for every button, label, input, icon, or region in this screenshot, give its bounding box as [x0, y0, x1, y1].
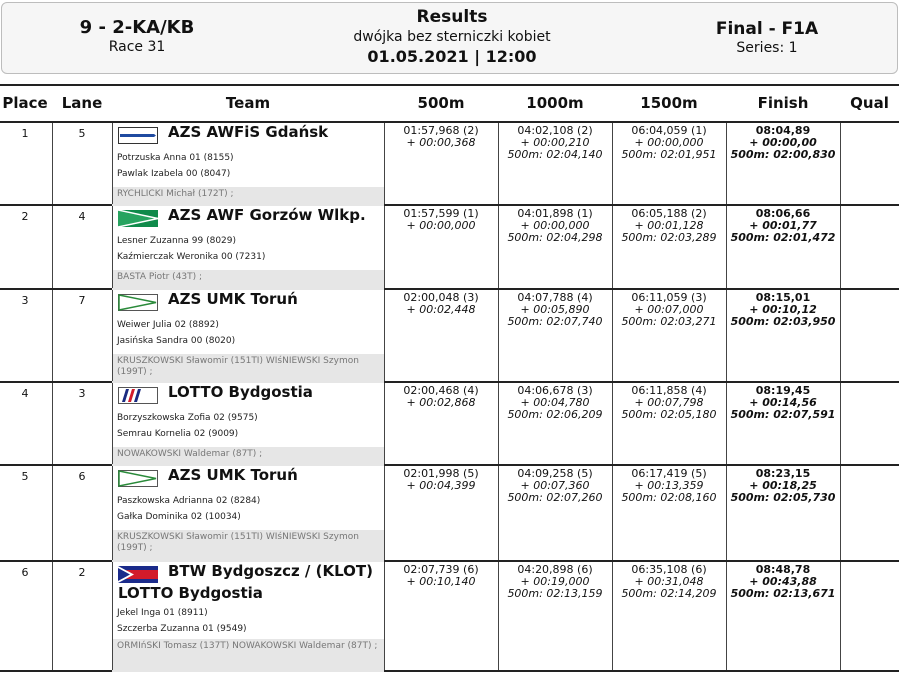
column-divider [52, 123, 53, 204]
finish-times [726, 292, 840, 328]
col-500m: 500m [417, 94, 465, 112]
split-times-500m [384, 292, 498, 316]
column-divider [52, 290, 53, 381]
athlete-name: Lesner Zuzanna 99 (8029) [117, 236, 237, 246]
time-behind: + 00:00,00 [749, 136, 817, 149]
segment-500m-time: 500m: 02:13,671 [730, 587, 836, 600]
phase-info [702, 19, 832, 56]
col-lane: Lane [61, 94, 103, 112]
segment-500m-time: 500m: 02:01,951 [621, 148, 717, 161]
result-row [0, 383, 899, 466]
col-finish: Finish [757, 94, 809, 112]
time-behind: + 00:10,12 [749, 303, 817, 316]
column-divider [112, 466, 113, 560]
team-name-continued: LOTTO Bydgostia [118, 584, 263, 602]
lane-value: 6 [78, 470, 86, 483]
segment-500m-time: 500m: 02:08,160 [621, 491, 717, 504]
split-times-1500m [612, 292, 726, 328]
split-time: 08:48,78 [755, 563, 811, 576]
segment-500m-time: 500m: 02:00,830 [730, 148, 836, 161]
place-value: 4 [21, 387, 29, 400]
split-times-1500m [612, 125, 726, 161]
split-times-500m [384, 468, 498, 492]
segment-500m-time: 500m: 02:06,209 [507, 408, 603, 421]
time-behind: + 00:00,210 [520, 136, 590, 149]
column-divider [840, 466, 841, 560]
place-value: 3 [21, 294, 29, 307]
time-behind: + 00:00,000 [406, 219, 476, 232]
split-times-1000m [498, 385, 612, 421]
split-times-1500m [612, 468, 726, 504]
lane-value: 7 [78, 294, 86, 307]
col-qual: Qual [850, 94, 889, 112]
result-row [0, 123, 899, 206]
azs-umk-flag-icon [118, 470, 158, 487]
split-time: 08:04,89 [755, 124, 811, 137]
time-behind: + 00:07,360 [520, 479, 590, 492]
lane-value: 4 [78, 210, 86, 223]
race-number: Race 31 [108, 39, 166, 55]
column-divider [112, 562, 113, 670]
coach-names: KRUSZKOWSKI Sławomir (151TI) WIśNIEWSKI Szymon (199T) ; [117, 532, 359, 553]
split-time: 04:06,678 (3) [517, 384, 593, 397]
team-name: BTW Bydgoszcz / (KLOT) [168, 562, 373, 580]
col-1000m: 1000m [526, 94, 584, 112]
time-behind: + 00:00,000 [634, 136, 704, 149]
time-behind: + 00:02,448 [406, 303, 476, 316]
column-divider [112, 383, 113, 464]
finish-times [726, 564, 840, 600]
split-time: 06:11,858 (4) [631, 384, 707, 397]
team-name: AZS AWF Gorzów Wlkp. [168, 206, 366, 224]
lane-value: 5 [78, 127, 86, 140]
split-times-500m [384, 208, 498, 232]
split-time: 02:00,468 (4) [403, 384, 479, 397]
column-divider [112, 123, 113, 204]
finish-times [726, 208, 840, 244]
athlete-name: Gałka Dominika 02 (10034) [117, 512, 241, 522]
column-divider [112, 290, 113, 381]
time-behind: + 00:13,359 [634, 479, 704, 492]
time-behind: + 00:18,25 [749, 479, 817, 492]
athlete-name: Weiwer Julia 02 (8892) [117, 320, 219, 330]
split-time: 02:01,998 (5) [403, 467, 479, 480]
coach-names: RYCHLICKI Michał (172T) ; [117, 189, 234, 199]
col-place: Place [2, 94, 48, 112]
athlete-name: Kaźmierczak Weronika 00 (7231) [117, 252, 266, 262]
lane-value: 2 [78, 566, 86, 579]
split-time: 02:00,048 (3) [403, 291, 479, 304]
place-value: 5 [21, 470, 29, 483]
page-title: Results [416, 7, 488, 27]
time-behind: + 00:05,890 [520, 303, 590, 316]
place-value: 6 [21, 566, 29, 579]
split-time: 01:57,599 (1) [403, 207, 479, 220]
column-divider [840, 123, 841, 204]
lane-value: 3 [78, 387, 86, 400]
split-times-1500m [612, 564, 726, 600]
team-name: LOTTO Bydgostia [168, 383, 313, 401]
split-time: 04:20,898 (6) [517, 563, 593, 576]
split-times-1500m [612, 208, 726, 244]
btw-bydgoszcz-flag-icon [118, 566, 158, 583]
split-time: 08:06,66 [755, 207, 811, 220]
azs-umk-flag-icon [118, 294, 158, 311]
segment-500m-time: 500m: 02:03,271 [621, 315, 717, 328]
column-divider [52, 383, 53, 464]
time-behind: + 00:04,780 [520, 396, 590, 409]
time-behind: + 00:02,868 [406, 396, 476, 409]
coach-names: ORMIńSKI Tomasz (137T) NOWAKOWSKI Waldemar (87T) ; [117, 641, 378, 651]
event-code: 9 - 2-KA/KB [79, 17, 195, 38]
result-row [0, 562, 899, 672]
col-team: Team [225, 94, 271, 112]
segment-500m-time: 500m: 02:07,591 [730, 408, 836, 421]
segment-500m-time: 500m: 02:05,180 [621, 408, 717, 421]
segment-500m-time: 500m: 02:04,140 [507, 148, 603, 161]
results-title-block [302, 7, 602, 66]
split-time: 01:57,968 (2) [403, 124, 479, 137]
coach-names: BASTA Piotr (43T) ; [117, 272, 203, 282]
time-behind: + 00:07,000 [634, 303, 704, 316]
athlete-name: Pawlak Izabela 00 (8047) [117, 169, 231, 179]
split-time: 08:23,15 [755, 467, 811, 480]
finish-times [726, 125, 840, 161]
split-times-1000m [498, 468, 612, 504]
time-behind: + 00:31,048 [634, 575, 704, 588]
column-divider [52, 562, 53, 670]
athlete-name: Jasińska Sandra 00 (8020) [117, 336, 236, 346]
result-row [0, 290, 899, 383]
segment-500m-time: 500m: 02:04,298 [507, 231, 603, 244]
athlete-name: Borzyszkowska Zofia 02 (9575) [117, 413, 258, 423]
split-time: 08:19,45 [755, 384, 811, 397]
split-times-500m [384, 564, 498, 588]
time-behind: + 00:00,368 [406, 136, 476, 149]
time-behind: + 00:14,56 [749, 396, 817, 409]
split-time: 04:01,898 (1) [517, 207, 593, 220]
finish-times [726, 468, 840, 504]
result-row [0, 206, 899, 290]
split-times-1000m [498, 564, 612, 600]
column-divider [52, 466, 53, 560]
event-description: dwójka bez sterniczki kobiet [353, 29, 551, 45]
team-name: AZS AWFiS Gdańsk [168, 123, 329, 141]
athlete-name: Szczerba Zuzanna 01 (9549) [117, 624, 247, 634]
column-divider [112, 206, 113, 288]
series-label: Series: 1 [736, 40, 798, 56]
segment-500m-time: 500m: 02:07,260 [507, 491, 603, 504]
team-name: AZS UMK Toruń [168, 466, 298, 484]
team-name: AZS UMK Toruń [168, 290, 298, 308]
athlete-name: Semrau Kornelia 02 (9009) [117, 429, 239, 439]
split-time: 02:07,739 (6) [403, 563, 479, 576]
coach-names: NOWAKOWSKI Waldemar (87T) ; [117, 449, 263, 459]
results-header [1, 2, 898, 74]
time-behind: + 00:19,000 [520, 575, 590, 588]
time-behind: + 00:04,399 [406, 479, 476, 492]
segment-500m-time: 500m: 02:07,740 [507, 315, 603, 328]
time-behind: + 00:01,128 [634, 219, 704, 232]
split-time: 06:35,108 (6) [631, 563, 707, 576]
segment-500m-time: 500m: 02:01,472 [730, 231, 836, 244]
event-info [72, 17, 202, 55]
split-time: 06:05,188 (2) [631, 207, 707, 220]
segment-500m-time: 500m: 02:13,159 [507, 587, 603, 600]
time-behind: + 00:00,000 [520, 219, 590, 232]
column-divider [840, 562, 841, 670]
place-value: 1 [21, 127, 29, 140]
lotto-bydgostia-flag-icon [118, 387, 158, 404]
athlete-name: Paszkowska Adrianna 02 (8284) [117, 496, 261, 506]
split-times-500m [384, 125, 498, 149]
column-divider [52, 206, 53, 288]
time-behind: + 00:07,798 [634, 396, 704, 409]
split-time: 06:04,059 (1) [631, 124, 707, 137]
time-behind: + 00:10,140 [406, 575, 476, 588]
athlete-name: Potrzuska Anna 01 (8155) [117, 153, 234, 163]
azs-awf-gorzow-flag-icon [118, 210, 158, 227]
split-times-1000m [498, 208, 612, 244]
race-datetime: 01.05.2021 | 12:00 [367, 47, 537, 66]
column-divider [840, 383, 841, 464]
split-time: 06:17,419 (5) [631, 467, 707, 480]
split-times-500m [384, 385, 498, 409]
col-1500m: 1500m [640, 94, 698, 112]
time-behind: + 00:43,88 [749, 575, 817, 588]
split-times-1000m [498, 292, 612, 328]
finish-times [726, 385, 840, 421]
place-value: 2 [21, 210, 29, 223]
segment-500m-time: 500m: 02:03,289 [621, 231, 717, 244]
split-times-1500m [612, 385, 726, 421]
split-time: 06:11,059 (3) [631, 291, 707, 304]
column-headers [0, 84, 899, 123]
split-times-1000m [498, 125, 612, 161]
segment-500m-time: 500m: 02:05,730 [730, 491, 836, 504]
split-time: 04:09,258 (5) [517, 467, 593, 480]
race-phase: Final - F1A [715, 19, 819, 39]
azs-awfis-flag-icon [118, 127, 158, 144]
coach-names: KRUSZKOWSKI Sławomir (151TI) WIśNIEWSKI Szymon (199T) ; [117, 356, 359, 377]
athlete-name: Jekel Inga 01 (8911) [117, 608, 208, 618]
split-time: 08:15,01 [755, 291, 811, 304]
split-time: 04:02,108 (2) [517, 124, 593, 137]
segment-500m-time: 500m: 02:14,209 [621, 587, 717, 600]
segment-500m-time: 500m: 02:03,950 [730, 315, 836, 328]
split-time: 04:07,788 (4) [517, 291, 593, 304]
time-behind: + 00:01,77 [749, 219, 817, 232]
column-divider [840, 290, 841, 381]
result-row [0, 466, 899, 562]
column-divider [840, 206, 841, 288]
